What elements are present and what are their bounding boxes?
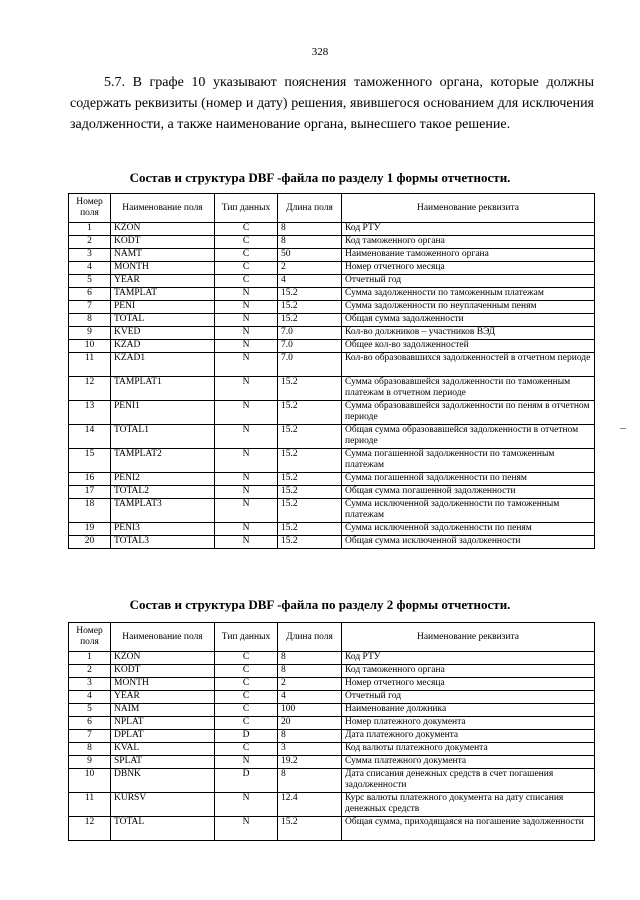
header-length: Длина поля xyxy=(278,194,342,223)
table-row xyxy=(69,327,595,340)
cell-data-type: C xyxy=(215,678,278,691)
cell-field-length: 15.2 xyxy=(278,377,342,401)
cell-field-length: 12.4 xyxy=(278,793,342,817)
cell-description: Курс валюты платежного документа на дату списания денежных средств xyxy=(342,793,595,817)
cell-number: 13 xyxy=(69,401,111,425)
cell-description: Общее кол-во задолженностей xyxy=(342,340,595,353)
cell-field-name: SPLAT xyxy=(111,756,215,769)
cell-data-type: N xyxy=(215,377,278,401)
cell-field-length: 19.2 xyxy=(278,756,342,769)
cell-data-type: N xyxy=(215,473,278,486)
cell-field-name: KVAL xyxy=(111,743,215,756)
table-row xyxy=(69,756,595,769)
cell-number: 18 xyxy=(69,499,111,523)
cell-number: 6 xyxy=(69,717,111,730)
cell-number: 11 xyxy=(69,353,111,377)
cell-field-length: 100 xyxy=(278,704,342,717)
cell-field-name: NPLAT xyxy=(111,717,215,730)
header-num: Номер поля xyxy=(69,194,111,223)
cell-number: 9 xyxy=(69,327,111,340)
cell-field-length: 15.2 xyxy=(278,473,342,486)
cell-field-length: 8 xyxy=(278,652,342,665)
cell-field-length: 20 xyxy=(278,717,342,730)
cell-field-length: 8 xyxy=(278,769,342,793)
cell-number: 2 xyxy=(69,236,111,249)
cell-field-name: KODT xyxy=(111,665,215,678)
cell-field-name: TOTAL3 xyxy=(111,536,215,549)
table-row xyxy=(69,486,595,499)
cell-field-length: 15.2 xyxy=(278,401,342,425)
cell-field-name: PENI1 xyxy=(111,401,215,425)
cell-description: Сумма задолженности по неуплаченным пеням xyxy=(342,301,595,314)
cell-description: Отчетный год xyxy=(342,275,595,288)
cell-description: Сумма задолженности по таможенным платежам xyxy=(342,288,595,301)
scan-mark xyxy=(620,428,626,429)
cell-description: Код РТУ xyxy=(342,652,595,665)
table-row xyxy=(69,425,595,449)
table-row xyxy=(69,730,595,743)
table-row xyxy=(69,499,595,523)
cell-description: Сумма образовавшейся задолженности по таможенным платежам в отчетном периоде xyxy=(342,377,595,401)
cell-description: Номер отчетного месяца xyxy=(342,262,595,275)
table2-caption: Состав и структура DBF -файла по разделу 2 формы отчетности. xyxy=(129,597,511,612)
table-row xyxy=(69,288,595,301)
cell-description: Код валюты платежного документа xyxy=(342,743,595,756)
table-row xyxy=(69,473,595,486)
page-number: 328 xyxy=(311,46,329,58)
cell-description: Код таможенного органа xyxy=(342,236,595,249)
cell-field-name: TAMPLAT1 xyxy=(111,377,215,401)
table2 xyxy=(68,622,595,841)
cell-number: 4 xyxy=(69,691,111,704)
cell-field-length: 15.2 xyxy=(278,536,342,549)
header-name: Наименование поля xyxy=(111,623,215,652)
cell-field-name: KZAD xyxy=(111,340,215,353)
cell-field-length: 15.2 xyxy=(278,486,342,499)
cell-data-type: C xyxy=(215,717,278,730)
cell-description: Сумма погашенной задолженности по пеням xyxy=(342,473,595,486)
table-row xyxy=(69,236,595,249)
cell-number: 8 xyxy=(69,314,111,327)
table-row xyxy=(69,449,595,473)
cell-field-length: 15.2 xyxy=(278,301,342,314)
table1-header xyxy=(69,194,595,223)
header-desc: Наименование реквизита xyxy=(342,623,595,652)
cell-field-length: 2 xyxy=(278,678,342,691)
cell-field-length: 8 xyxy=(278,236,342,249)
cell-field-name: NAMT xyxy=(111,249,215,262)
table-row xyxy=(69,353,595,377)
cell-number: 17 xyxy=(69,486,111,499)
cell-number: 12 xyxy=(69,377,111,401)
cell-description: Отчетный год xyxy=(342,691,595,704)
cell-data-type: N xyxy=(215,314,278,327)
table-row xyxy=(69,314,595,327)
cell-field-name: NAIM xyxy=(111,704,215,717)
cell-data-type: N xyxy=(215,536,278,549)
table-row xyxy=(69,401,595,425)
cell-data-type: C xyxy=(215,652,278,665)
table1-caption: Состав и структура DBF -файла по разделу 1 формы отчетности. xyxy=(129,170,511,185)
cell-data-type: N xyxy=(215,401,278,425)
cell-field-length: 8 xyxy=(278,223,342,236)
cell-number: 1 xyxy=(69,652,111,665)
table-row xyxy=(69,665,595,678)
table1 xyxy=(68,193,595,549)
cell-data-type: D xyxy=(215,769,278,793)
cell-field-name: TOTAL2 xyxy=(111,486,215,499)
cell-data-type: C xyxy=(215,704,278,717)
cell-description: Наименование должника xyxy=(342,704,595,717)
table-row xyxy=(69,301,595,314)
cell-field-length: 8 xyxy=(278,665,342,678)
cell-field-name: MONTH xyxy=(111,678,215,691)
cell-data-type: N xyxy=(215,340,278,353)
cell-field-name: PENI3 xyxy=(111,523,215,536)
cell-number: 16 xyxy=(69,473,111,486)
cell-data-type: N xyxy=(215,817,278,841)
cell-description: Дата списания денежных средств в счет погашения задолженности xyxy=(342,769,595,793)
table-row xyxy=(69,743,595,756)
cell-number: 20 xyxy=(69,536,111,549)
cell-field-length: 15.2 xyxy=(278,499,342,523)
header-num: Номер поля xyxy=(69,623,111,652)
cell-field-length: 15.2 xyxy=(278,449,342,473)
table-row xyxy=(69,817,595,841)
cell-data-type: C xyxy=(215,223,278,236)
cell-description: Номер отчетного месяца xyxy=(342,678,595,691)
cell-number: 3 xyxy=(69,249,111,262)
cell-number: 10 xyxy=(69,340,111,353)
cell-field-length: 15.2 xyxy=(278,817,342,841)
cell-description: Кол-во должников – участников ВЭД xyxy=(342,327,595,340)
cell-data-type: N xyxy=(215,301,278,314)
cell-number: 7 xyxy=(69,301,111,314)
cell-data-type: C xyxy=(215,275,278,288)
cell-number: 5 xyxy=(69,275,111,288)
cell-field-name: DPLAT xyxy=(111,730,215,743)
table-row xyxy=(69,523,595,536)
cell-description: Общая сумма исключенной задолженности xyxy=(342,536,595,549)
cell-number: 2 xyxy=(69,665,111,678)
cell-number: 9 xyxy=(69,756,111,769)
cell-field-length: 3 xyxy=(278,743,342,756)
cell-field-name: KURSV xyxy=(111,793,215,817)
cell-number: 6 xyxy=(69,288,111,301)
cell-field-name: DBNK xyxy=(111,769,215,793)
cell-field-name: TOTAL xyxy=(111,817,215,841)
cell-number: 19 xyxy=(69,523,111,536)
cell-field-name: TOTAL xyxy=(111,314,215,327)
cell-data-type: C xyxy=(215,743,278,756)
cell-number: 14 xyxy=(69,425,111,449)
cell-field-length: 7.0 xyxy=(278,353,342,377)
cell-description: Сумма исключенной задолженности по таможенным платежам xyxy=(342,499,595,523)
cell-description: Общая сумма задолженности xyxy=(342,314,595,327)
cell-data-type: C xyxy=(215,236,278,249)
table-row xyxy=(69,249,595,262)
cell-description: Дата платежного документа xyxy=(342,730,595,743)
table-row xyxy=(69,691,595,704)
table-row xyxy=(69,678,595,691)
cell-field-length: 15.2 xyxy=(278,288,342,301)
table2-header xyxy=(69,623,595,652)
cell-field-length: 4 xyxy=(278,691,342,704)
table-row xyxy=(69,223,595,236)
header-type: Тип данных xyxy=(215,623,278,652)
table-row xyxy=(69,717,595,730)
cell-field-length: 50 xyxy=(278,249,342,262)
cell-data-type: N xyxy=(215,449,278,473)
cell-number: 15 xyxy=(69,449,111,473)
table-row xyxy=(69,275,595,288)
cell-description: Сумма погашенной задолженности по таможенным платежам xyxy=(342,449,595,473)
cell-description: Наименование таможенного органа xyxy=(342,249,595,262)
cell-number: 5 xyxy=(69,704,111,717)
cell-number: 4 xyxy=(69,262,111,275)
cell-data-type: D xyxy=(215,730,278,743)
cell-field-name: PENI2 xyxy=(111,473,215,486)
cell-number: 10 xyxy=(69,769,111,793)
cell-field-length: 15.2 xyxy=(278,314,342,327)
cell-field-name: MONTH xyxy=(111,262,215,275)
cell-number: 1 xyxy=(69,223,111,236)
cell-field-length: 15.2 xyxy=(278,523,342,536)
cell-description: Кол-во образовавшихся задолженностей в отчетном периоде xyxy=(342,353,595,377)
table-row xyxy=(69,769,595,793)
cell-field-name: TAMPLAT3 xyxy=(111,499,215,523)
cell-field-name: PENI xyxy=(111,301,215,314)
table-row xyxy=(69,340,595,353)
cell-data-type: N xyxy=(215,756,278,769)
table1-body xyxy=(69,223,595,549)
cell-description: Код таможенного органа xyxy=(342,665,595,678)
cell-description: Сумма образовавшейся задолженности по пеням в отчетном периоде xyxy=(342,401,595,425)
table-row xyxy=(69,652,595,665)
cell-data-type: C xyxy=(215,665,278,678)
cell-data-type: N xyxy=(215,327,278,340)
cell-data-type: N xyxy=(215,499,278,523)
cell-field-name: KVED xyxy=(111,327,215,340)
cell-description: Общая сумма, приходящаяся на погашение задолженности xyxy=(342,817,595,841)
cell-description: Общая сумма образовавшейся задолженности в отчетном периоде xyxy=(342,425,595,449)
cell-description: Общая сумма погашенной задолженности xyxy=(342,486,595,499)
cell-field-length: 7.0 xyxy=(278,340,342,353)
cell-description: Номер платежного документа xyxy=(342,717,595,730)
cell-field-name: KZON xyxy=(111,652,215,665)
cell-data-type: C xyxy=(215,262,278,275)
table2-body xyxy=(69,652,595,841)
cell-field-name: KODT xyxy=(111,236,215,249)
cell-field-name: TAMPLAT2 xyxy=(111,449,215,473)
cell-data-type: N xyxy=(215,425,278,449)
cell-field-name: TOTAL1 xyxy=(111,425,215,449)
cell-field-name: YEAR xyxy=(111,275,215,288)
paragraph-5-7: 5.7. В графе 10 указывают пояснения таможенного органа, которые должны содержать реквизиты (номер и дату) решения, явившегося основанием для исключения задолженности, а также наименование органа, вынесшего такое решение. xyxy=(70,75,594,132)
cell-data-type: N xyxy=(215,793,278,817)
cell-description: Сумма исключенной задолженности по пеням xyxy=(342,523,595,536)
cell-field-length: 15.2 xyxy=(278,425,342,449)
cell-field-name: KZON xyxy=(111,223,215,236)
cell-number: 8 xyxy=(69,743,111,756)
table-row xyxy=(69,262,595,275)
cell-field-length: 4 xyxy=(278,275,342,288)
cell-description: Сумма платежного документа xyxy=(342,756,595,769)
header-type: Тип данных xyxy=(215,194,278,223)
cell-field-length: 8 xyxy=(278,730,342,743)
cell-number: 7 xyxy=(69,730,111,743)
cell-number: 12 xyxy=(69,817,111,841)
cell-description: Код РТУ xyxy=(342,223,595,236)
cell-field-length: 2 xyxy=(278,262,342,275)
header-desc: Наименование реквизита xyxy=(342,194,595,223)
cell-data-type: C xyxy=(215,249,278,262)
table-row xyxy=(69,793,595,817)
cell-field-name: YEAR xyxy=(111,691,215,704)
header-name: Наименование поля xyxy=(111,194,215,223)
cell-field-name: KZAD1 xyxy=(111,353,215,377)
cell-data-type: N xyxy=(215,288,278,301)
cell-field-name: TAMPLAT xyxy=(111,288,215,301)
cell-field-length: 7.0 xyxy=(278,327,342,340)
cell-number: 11 xyxy=(69,793,111,817)
cell-number: 3 xyxy=(69,678,111,691)
cell-data-type: N xyxy=(215,353,278,377)
cell-data-type: N xyxy=(215,523,278,536)
header-length: Длина поля xyxy=(278,623,342,652)
table-row xyxy=(69,536,595,549)
cell-data-type: C xyxy=(215,691,278,704)
table-row xyxy=(69,377,595,401)
cell-data-type: N xyxy=(215,486,278,499)
table-row xyxy=(69,704,595,717)
